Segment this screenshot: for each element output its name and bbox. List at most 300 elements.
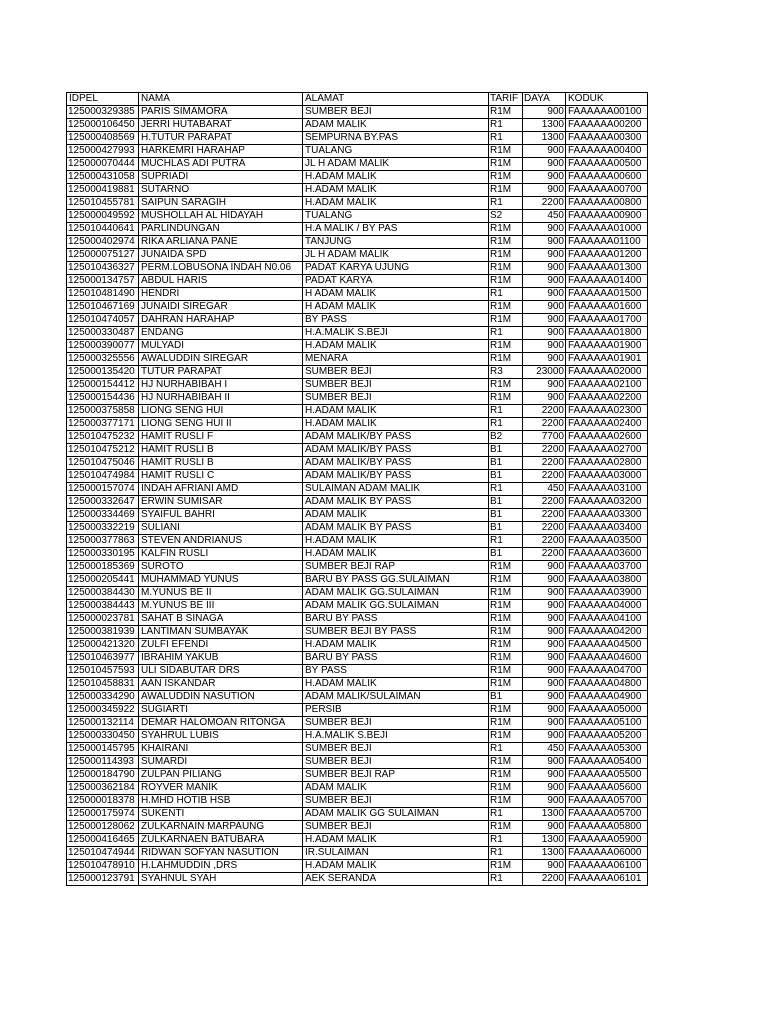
- cell-tarif: B1: [489, 496, 523, 509]
- cell-koduk: FAAAAAA06000: [566, 847, 648, 860]
- cell-alamat: H.ADAM MALIK: [303, 860, 489, 873]
- cell-koduk: FAAAAAA05600: [566, 782, 648, 795]
- cell-alamat: IR.SULAIMAN: [303, 847, 489, 860]
- cell-alamat: JL H ADAM MALIK: [303, 158, 489, 171]
- cell-nama: AAN ISKANDAR: [139, 678, 303, 691]
- cell-koduk: FAAAAAA03400: [566, 522, 648, 535]
- cell-koduk: FAAAAAA04700: [566, 665, 648, 678]
- cell-nama: SAIPUN SARAGIH: [139, 197, 303, 210]
- cell-tarif: R1M: [489, 184, 523, 197]
- cell-nama: RIKA ARLIANA PANE: [139, 236, 303, 249]
- cell-idpel: 125010440641: [67, 223, 139, 236]
- cell-idpel: 125000330487: [67, 327, 139, 340]
- cell-tarif: R1M: [489, 314, 523, 327]
- cell-koduk: FAAAAAA04100: [566, 613, 648, 626]
- table-row: [67, 184, 648, 197]
- cell-tarif: R1: [489, 483, 523, 496]
- cell-alamat: H.ADAM MALIK: [303, 678, 489, 691]
- header-alamat: ALAMAT: [303, 93, 489, 106]
- cell-nama: HAMIT RUSLI B: [139, 444, 303, 457]
- cell-koduk: FAAAAAA04900: [566, 691, 648, 704]
- cell-tarif: R1M: [489, 353, 523, 366]
- cell-idpel: 125000205441: [67, 574, 139, 587]
- cell-koduk: FAAAAAA05800: [566, 821, 648, 834]
- cell-koduk: FAAAAAA00100: [566, 106, 648, 119]
- table-row: [67, 522, 648, 535]
- cell-idpel: 125000334469: [67, 509, 139, 522]
- cell-nama: ABDUL HARIS: [139, 275, 303, 288]
- cell-nama: MULYADI: [139, 340, 303, 353]
- cell-nama: LIONG SENG HUI: [139, 405, 303, 418]
- cell-nama: AWALUDDIN NASUTION: [139, 691, 303, 704]
- cell-nama: IBRAHIM YAKUB: [139, 652, 303, 665]
- cell-nama: SUGIARTI: [139, 704, 303, 717]
- cell-koduk: FAAAAAA04500: [566, 639, 648, 652]
- table-row: [67, 145, 648, 158]
- cell-nama: SYAIFUL BAHRI: [139, 509, 303, 522]
- cell-alamat: ADAM MALIK/BY PASS: [303, 457, 489, 470]
- cell-tarif: R1: [489, 119, 523, 132]
- cell-nama: ZULKARNAEN BATUBARA: [139, 834, 303, 847]
- cell-alamat: H.ADAM MALIK: [303, 340, 489, 353]
- cell-idpel: 125000334290: [67, 691, 139, 704]
- cell-tarif: R1M: [489, 249, 523, 262]
- cell-daya: 450: [523, 483, 566, 496]
- table-row: [67, 587, 648, 600]
- cell-nama: SUPRIADI: [139, 171, 303, 184]
- cell-nama: SUROTO: [139, 561, 303, 574]
- cell-nama: KALFIN RUSLI: [139, 548, 303, 561]
- cell-daya: 900: [523, 249, 566, 262]
- cell-koduk: FAAAAAA03700: [566, 561, 648, 574]
- table-row: [67, 379, 648, 392]
- cell-koduk: FAAAAAA04200: [566, 626, 648, 639]
- table-row: [67, 171, 648, 184]
- cell-daya: 1300: [523, 132, 566, 145]
- cell-koduk: FAAAAAA05900: [566, 834, 648, 847]
- cell-alamat: H.ADAM MALIK: [303, 535, 489, 548]
- cell-koduk: FAAAAAA04600: [566, 652, 648, 665]
- cell-tarif: R1M: [489, 340, 523, 353]
- table-row: [67, 535, 648, 548]
- cell-tarif: R1M: [489, 223, 523, 236]
- cell-alamat: ADAM MALIK BY PASS: [303, 496, 489, 509]
- cell-tarif: R1: [489, 873, 523, 886]
- cell-idpel: 125000408569: [67, 132, 139, 145]
- cell-idpel: 125010474984: [67, 470, 139, 483]
- cell-alamat: ADAM MALIK/SULAIMAN: [303, 691, 489, 704]
- cell-tarif: R1M: [489, 587, 523, 600]
- table-row: [67, 743, 648, 756]
- cell-idpel: 125000185369: [67, 561, 139, 574]
- cell-daya: 900: [523, 236, 566, 249]
- cell-alamat: MENARA: [303, 353, 489, 366]
- cell-daya: 1300: [523, 834, 566, 847]
- cell-tarif: R1M: [489, 756, 523, 769]
- cell-koduk: FAAAAAA01200: [566, 249, 648, 262]
- cell-alamat: ADAM MALIK: [303, 782, 489, 795]
- table-row: [67, 158, 648, 171]
- cell-nama: ZULPAN PILIANG: [139, 769, 303, 782]
- cell-alamat: SULAIMAN ADAM MALIK: [303, 483, 489, 496]
- cell-idpel: 125010478910: [67, 860, 139, 873]
- cell-alamat: ADAM MALIK GG.SULAIMAN: [303, 600, 489, 613]
- cell-daya: 1300: [523, 119, 566, 132]
- cell-daya: 2200: [523, 457, 566, 470]
- table-row: [67, 496, 648, 509]
- cell-daya: 450: [523, 210, 566, 223]
- cell-alamat: H.ADAM MALIK: [303, 184, 489, 197]
- table-row: [67, 366, 648, 379]
- cell-tarif: B1: [489, 457, 523, 470]
- cell-alamat: ADAM MALIK GG SULAIMAN: [303, 808, 489, 821]
- cell-alamat: H.A MALIK / BY PAS: [303, 223, 489, 236]
- cell-daya: 2200: [523, 470, 566, 483]
- header-row: [67, 93, 648, 106]
- cell-nama: H.MHD HOTIB HSB: [139, 795, 303, 808]
- table-row: [67, 860, 648, 873]
- cell-daya: 900: [523, 652, 566, 665]
- cell-idpel: 125000145795: [67, 743, 139, 756]
- cell-tarif: R1: [489, 743, 523, 756]
- cell-daya: 900: [523, 691, 566, 704]
- table-row: [67, 288, 648, 301]
- cell-koduk: FAAAAAA02600: [566, 431, 648, 444]
- cell-idpel: 125000384430: [67, 587, 139, 600]
- cell-alamat: ADAM MALIK/BY PASS: [303, 444, 489, 457]
- cell-nama: ROYVER MANIK: [139, 782, 303, 795]
- cell-idpel: 125000329385: [67, 106, 139, 119]
- cell-tarif: R1M: [489, 262, 523, 275]
- cell-daya: 2200: [523, 418, 566, 431]
- cell-daya: 2200: [523, 197, 566, 210]
- table-row: [67, 444, 648, 457]
- cell-nama: SULIANI: [139, 522, 303, 535]
- cell-tarif: R1M: [489, 145, 523, 158]
- cell-tarif: R1M: [489, 769, 523, 782]
- cell-alamat: ADAM MALIK GG.SULAIMAN: [303, 587, 489, 600]
- cell-tarif: R1M: [489, 678, 523, 691]
- table-row: [67, 873, 648, 886]
- cell-daya: 900: [523, 600, 566, 613]
- cell-koduk: FAAAAAA03600: [566, 548, 648, 561]
- cell-alamat: H ADAM MALIK: [303, 288, 489, 301]
- cell-idpel: 125010436327: [67, 262, 139, 275]
- cell-tarif: R1: [489, 132, 523, 145]
- cell-alamat: H.ADAM MALIK: [303, 834, 489, 847]
- table-row: [67, 808, 648, 821]
- cell-idpel: 125000362184: [67, 782, 139, 795]
- cell-idpel: 125000384443: [67, 600, 139, 613]
- cell-tarif: R1M: [489, 821, 523, 834]
- table-row: [67, 210, 648, 223]
- cell-daya: 900: [523, 340, 566, 353]
- cell-koduk: FAAAAAA02700: [566, 444, 648, 457]
- table-row: [67, 327, 648, 340]
- cell-nama: RIDWAN SOFYAN NASUTION: [139, 847, 303, 860]
- table-row: [67, 262, 648, 275]
- cell-idpel: 125000325556: [67, 353, 139, 366]
- cell-koduk: FAAAAAA03200: [566, 496, 648, 509]
- table-row: [67, 834, 648, 847]
- cell-alamat: SUMBER BEJI: [303, 366, 489, 379]
- cell-tarif: B1: [489, 548, 523, 561]
- cell-daya: 900: [523, 288, 566, 301]
- cell-koduk: FAAAAAA00400: [566, 145, 648, 158]
- cell-tarif: R1M: [489, 392, 523, 405]
- cell-alamat: BARU BY PASS GG.SULAIMAN: [303, 574, 489, 587]
- cell-daya: 2200: [523, 444, 566, 457]
- table-row: [67, 561, 648, 574]
- cell-daya: 900: [523, 587, 566, 600]
- cell-daya: 900: [523, 613, 566, 626]
- table-row: [67, 431, 648, 444]
- table-row: [67, 730, 648, 743]
- cell-idpel: 125000023781: [67, 613, 139, 626]
- cell-tarif: R1: [489, 288, 523, 301]
- cell-daya: 900: [523, 756, 566, 769]
- cell-daya: 1300: [523, 847, 566, 860]
- cell-nama: ERWIN SUMISAR: [139, 496, 303, 509]
- cell-koduk: FAAAAAA05400: [566, 756, 648, 769]
- cell-idpel: 125000184790: [67, 769, 139, 782]
- cell-nama: HJ NURHABIBAH II: [139, 392, 303, 405]
- cell-daya: 900: [523, 626, 566, 639]
- table-body: [67, 93, 648, 886]
- table-row: [67, 197, 648, 210]
- cell-daya: 2200: [523, 548, 566, 561]
- cell-idpel: 125000419881: [67, 184, 139, 197]
- cell-koduk: FAAAAAA02000: [566, 366, 648, 379]
- cell-idpel: 125000049592: [67, 210, 139, 223]
- cell-koduk: FAAAAAA01500: [566, 288, 648, 301]
- cell-koduk: FAAAAAA03900: [566, 587, 648, 600]
- header-koduk: KODUK: [566, 93, 648, 106]
- cell-daya: 2200: [523, 873, 566, 886]
- table-row: [67, 249, 648, 262]
- cell-nama: PERM.LOBUSONA INDAH N0.06: [139, 262, 303, 275]
- cell-alamat: SUMBER BEJI BY PASS: [303, 626, 489, 639]
- table-row: [67, 847, 648, 860]
- cell-idpel: 125010475046: [67, 457, 139, 470]
- cell-alamat: ADAM MALIK: [303, 119, 489, 132]
- cell-koduk: FAAAAAA00700: [566, 184, 648, 197]
- cell-alamat: SUMBER BEJI: [303, 743, 489, 756]
- cell-koduk: FAAAAAA00900: [566, 210, 648, 223]
- cell-nama: HAMIT RUSLI C: [139, 470, 303, 483]
- cell-koduk: FAAAAAA03100: [566, 483, 648, 496]
- cell-tarif: R1M: [489, 158, 523, 171]
- cell-idpel: 125000332219: [67, 522, 139, 535]
- cell-daya: 2200: [523, 509, 566, 522]
- cell-koduk: FAAAAAA01600: [566, 301, 648, 314]
- table-row: [67, 301, 648, 314]
- cell-tarif: B1: [489, 509, 523, 522]
- cell-alamat: PERSIB: [303, 704, 489, 717]
- cell-koduk: FAAAAAA03800: [566, 574, 648, 587]
- cell-tarif: R1M: [489, 704, 523, 717]
- cell-koduk: FAAAAAA01700: [566, 314, 648, 327]
- table-row: [67, 795, 648, 808]
- table-row: [67, 691, 648, 704]
- table-row: [67, 236, 648, 249]
- cell-idpel: 125000075127: [67, 249, 139, 262]
- cell-alamat: H.ADAM MALIK: [303, 639, 489, 652]
- cell-tarif: R1M: [489, 860, 523, 873]
- cell-alamat: H.ADAM MALIK: [303, 405, 489, 418]
- cell-koduk: FAAAAAA01300: [566, 262, 648, 275]
- cell-tarif: B2: [489, 431, 523, 444]
- cell-daya: 900: [523, 392, 566, 405]
- cell-tarif: R1M: [489, 665, 523, 678]
- cell-tarif: R1: [489, 327, 523, 340]
- cell-daya: 900: [523, 158, 566, 171]
- cell-koduk: FAAAAAA05000: [566, 704, 648, 717]
- table-row: [67, 340, 648, 353]
- cell-alamat: H.ADAM MALIK: [303, 418, 489, 431]
- cell-alamat: H.A.MALIK S.BEJI: [303, 730, 489, 743]
- cell-tarif: R1M: [489, 626, 523, 639]
- cell-nama: TUTUR PARAPAT: [139, 366, 303, 379]
- table-row: [67, 275, 648, 288]
- table-row: [67, 678, 648, 691]
- cell-nama: STEVEN ANDRIANUS: [139, 535, 303, 548]
- table-row: [67, 353, 648, 366]
- cell-daya: 900: [523, 730, 566, 743]
- cell-nama: LIONG SENG HUI II: [139, 418, 303, 431]
- cell-koduk: FAAAAAA02100: [566, 379, 648, 392]
- cell-daya: 900: [523, 769, 566, 782]
- header-nama: NAMA: [139, 93, 303, 106]
- cell-koduk: FAAAAAA01800: [566, 327, 648, 340]
- table-row: [67, 782, 648, 795]
- cell-alamat: JL H ADAM MALIK: [303, 249, 489, 262]
- cell-idpel: 125000431058: [67, 171, 139, 184]
- cell-alamat: SUMBER BEJI: [303, 717, 489, 730]
- cell-daya: 900: [523, 314, 566, 327]
- cell-idpel: 125000135420: [67, 366, 139, 379]
- cell-koduk: FAAAAAA02400: [566, 418, 648, 431]
- table-row: [67, 626, 648, 639]
- cell-idpel: 125010458831: [67, 678, 139, 691]
- table-row: [67, 548, 648, 561]
- cell-koduk: FAAAAAA01900: [566, 340, 648, 353]
- table-row: [67, 509, 648, 522]
- table-row: [67, 821, 648, 834]
- cell-tarif: R1M: [489, 652, 523, 665]
- cell-idpel: 125000018378: [67, 795, 139, 808]
- cell-nama: HAMIT RUSLI B: [139, 457, 303, 470]
- cell-alamat: ADAM MALIK: [303, 509, 489, 522]
- cell-idpel: 125000175974: [67, 808, 139, 821]
- cell-nama: SUMARDI: [139, 756, 303, 769]
- cell-alamat: H.A.MALIK S.BEJI: [303, 327, 489, 340]
- cell-tarif: R1M: [489, 574, 523, 587]
- cell-alamat: AEK SERANDA: [303, 873, 489, 886]
- cell-idpel: 125010475232: [67, 431, 139, 444]
- cell-koduk: FAAAAAA04800: [566, 678, 648, 691]
- cell-nama: MUSHOLLAH AL HIDAYAH: [139, 210, 303, 223]
- cell-daya: 900: [523, 561, 566, 574]
- cell-alamat: H.ADAM MALIK: [303, 197, 489, 210]
- table-row: [67, 483, 648, 496]
- cell-daya: 900: [523, 184, 566, 197]
- cell-alamat: PADAT KARYA UJUNG: [303, 262, 489, 275]
- table-row: [67, 132, 648, 145]
- cell-koduk: FAAAAAA00300: [566, 132, 648, 145]
- cell-koduk: FAAAAAA02800: [566, 457, 648, 470]
- cell-daya: 1300: [523, 808, 566, 821]
- table-row: [67, 717, 648, 730]
- cell-idpel: 125000330195: [67, 548, 139, 561]
- cell-alamat: TANJUNG: [303, 236, 489, 249]
- cell-koduk: FAAAAAA00200: [566, 119, 648, 132]
- cell-tarif: R1: [489, 418, 523, 431]
- cell-koduk: FAAAAAA04000: [566, 600, 648, 613]
- cell-nama: M.YUNUS BE III: [139, 600, 303, 613]
- cell-idpel: 125000154412: [67, 379, 139, 392]
- cell-nama: H.LAHMUDDIN ,DRS: [139, 860, 303, 873]
- cell-nama: JUNAIDA SPD: [139, 249, 303, 262]
- cell-nama: PARLINDUNGAN: [139, 223, 303, 236]
- table-row: [67, 405, 648, 418]
- cell-nama: ZULKARNAIN MARPAUNG: [139, 821, 303, 834]
- cell-nama: PARIS SIMAMORA: [139, 106, 303, 119]
- cell-alamat: ADAM MALIK/BY PASS: [303, 470, 489, 483]
- cell-daya: 900: [523, 717, 566, 730]
- table-row: [67, 704, 648, 717]
- cell-daya: 900: [523, 353, 566, 366]
- cell-nama: INDAH AFRIANI AMD: [139, 483, 303, 496]
- cell-idpel: 125000128062: [67, 821, 139, 834]
- cell-idpel: 125000070444: [67, 158, 139, 171]
- cell-alamat: H ADAM MALIK: [303, 301, 489, 314]
- table-row: [67, 600, 648, 613]
- table-row: [67, 574, 648, 587]
- cell-alamat: ADAM MALIK BY PASS: [303, 522, 489, 535]
- cell-koduk: FAAAAAA05200: [566, 730, 648, 743]
- cell-daya: 900: [523, 860, 566, 873]
- cell-daya: 900: [523, 145, 566, 158]
- cell-idpel: 125010463977: [67, 652, 139, 665]
- cell-alamat: SUMBER BEJI RAP: [303, 561, 489, 574]
- cell-tarif: R1M: [489, 600, 523, 613]
- cell-koduk: FAAAAAA05300: [566, 743, 648, 756]
- table-row: [67, 392, 648, 405]
- cell-idpel: 125010475212: [67, 444, 139, 457]
- cell-idpel: 125000345922: [67, 704, 139, 717]
- cell-idpel: 125010481490: [67, 288, 139, 301]
- cell-daya: 900: [523, 665, 566, 678]
- cell-koduk: FAAAAAA00600: [566, 171, 648, 184]
- cell-nama: HARKEMRI HARAHAP: [139, 145, 303, 158]
- cell-idpel: 125000427993: [67, 145, 139, 158]
- cell-alamat: SUMBER BEJI: [303, 379, 489, 392]
- table-row: [67, 223, 648, 236]
- header-idpel: IDPEL: [67, 93, 139, 106]
- cell-alamat: TUALANG: [303, 210, 489, 223]
- cell-tarif: R1M: [489, 782, 523, 795]
- cell-idpel: 125000402974: [67, 236, 139, 249]
- cell-daya: 900: [523, 704, 566, 717]
- cell-nama: DEMAR HALOMOAN RITONGA: [139, 717, 303, 730]
- cell-koduk: FAAAAAA06100: [566, 860, 648, 873]
- cell-alamat: SUMBER BEJI: [303, 392, 489, 405]
- cell-daya: 900: [523, 639, 566, 652]
- customer-table: [66, 92, 648, 886]
- cell-nama: HENDRI: [139, 288, 303, 301]
- cell-idpel: 125000377171: [67, 418, 139, 431]
